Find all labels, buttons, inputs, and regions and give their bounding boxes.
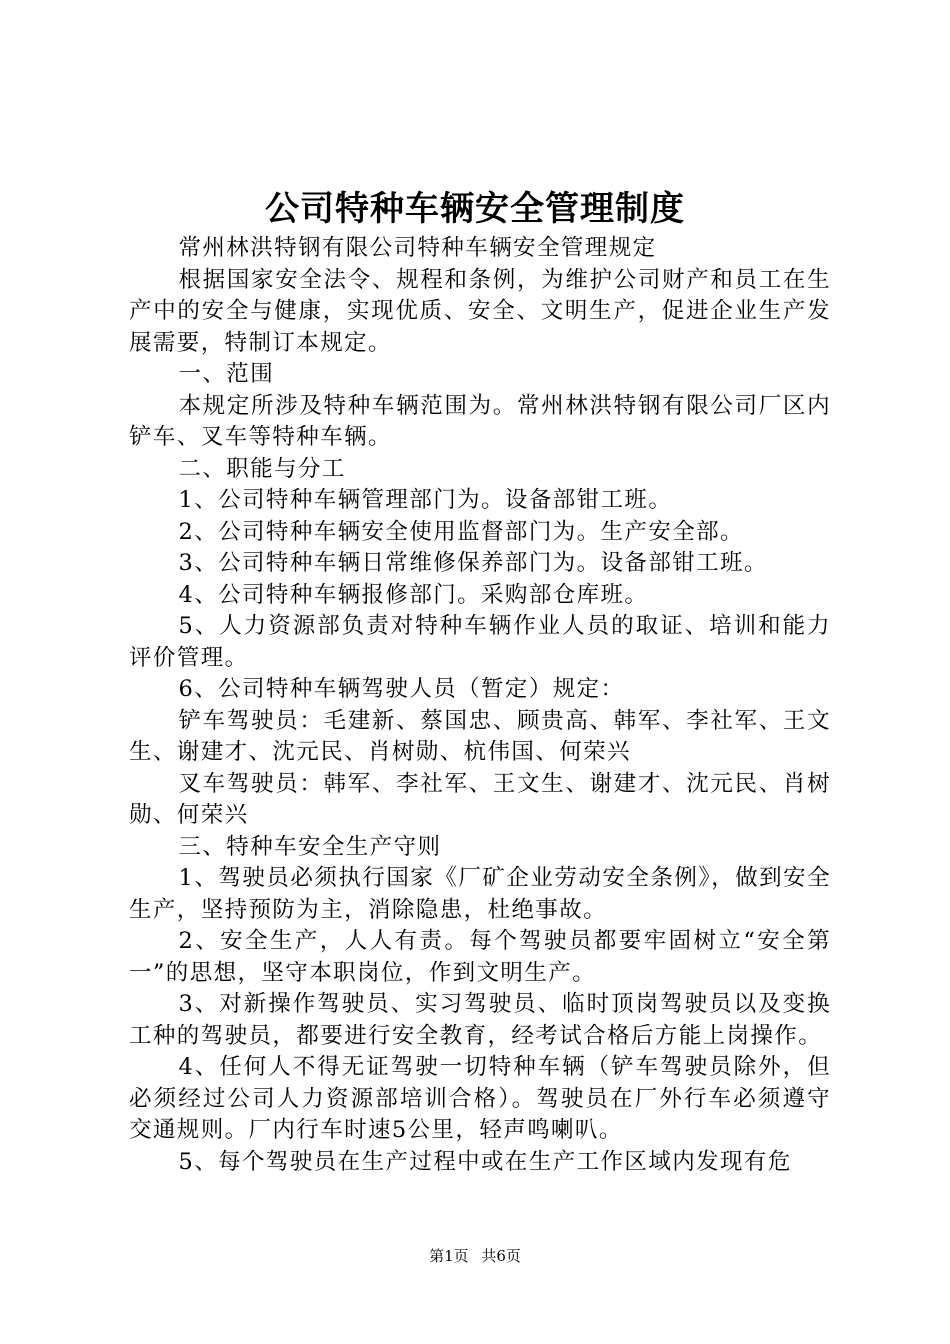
paragraph: 根据国家安全法令、规程和条例，为维护公司财产和员工在生产中的安全与健康，实现优质、安全、文明生产，促进企业生产发展需要，特制订本规定。	[129, 266, 831, 356]
list-item: 2、安全生产，人人有责。每个驾驶员都要牢固树立“安全第一”的思想，坚守本职岗位，作到文明生产。	[129, 928, 831, 986]
paragraph: 铲车驾驶员：毛建新、蔡国忠、顾贵高、韩军、李社军、王文生、谢建才、沈元民、肖树勋、杭伟国、何荣兴	[129, 707, 831, 765]
list-item: 1、公司特种车辆管理部门为。设备部钳工班。	[178, 487, 673, 513]
list-item: 5、人力资源部负责对特种车辆作业人员的取证、培训和能力评价管理。	[129, 613, 831, 671]
list-item: 5、每个驾驶员在生产过程中或在生产工作区域内发现有危	[178, 1148, 792, 1175]
list-item: 6、公司特种车辆驾驶人员（暂定）规定：	[178, 676, 625, 702]
list-item: 4、公司特种车辆报修部门。采购部仓库班。	[178, 581, 649, 608]
section-heading: 二、职能与分工	[178, 455, 346, 482]
paragraph: 常州林洪特钢有限公司特种车辆安全管理规定	[178, 235, 657, 261]
section-heading: 三、特种车安全生产守则	[178, 833, 442, 860]
document-body	[129, 233, 831, 1178]
page-total: 共6页	[481, 1247, 521, 1265]
page-footer	[0, 1246, 950, 1266]
list-item: 4、任何人不得无证驾驶一切特种车辆（铲车驾驶员除外，但必须经过公司人力资源部培训合格）。驾驶员在厂外行车必须遵守交通规则。厂内行车时速5公里，轻声鸣喇叭。	[129, 1054, 831, 1143]
document-title: 公司特种车辆安全管理制度	[265, 189, 685, 229]
list-item: 1、驾驶员必须执行国家《厂矿企业劳动安全条例》，做到安全生产，坚持预防为主，消除隐患，杜绝事故。	[129, 865, 831, 923]
list-item: 2、公司特种车辆安全使用监督部门为。生产安全部。	[178, 518, 744, 545]
list-item: 3、对新操作驾驶员、实习驾驶员、临时顶岗驾驶员以及变换工种的驾驶员，都要进行安全教育，经考试合格后方能上岗操作。	[129, 991, 831, 1049]
paragraph: 叉车驾驶员：韩军、李社军、王文生、谢建才、沈元民、肖树勋、何荣兴	[129, 770, 831, 828]
list-item: 3、公司特种车辆日常维修保养部门为。设备部钳工班。	[178, 550, 768, 576]
page-number: 第1页	[429, 1247, 469, 1265]
paragraph: 本规定所涉及特种车辆范围为。常州林洪特钢有限公司厂区内铲车、叉车等特种车辆。	[129, 392, 831, 450]
section-heading: 一、范围	[178, 361, 275, 387]
